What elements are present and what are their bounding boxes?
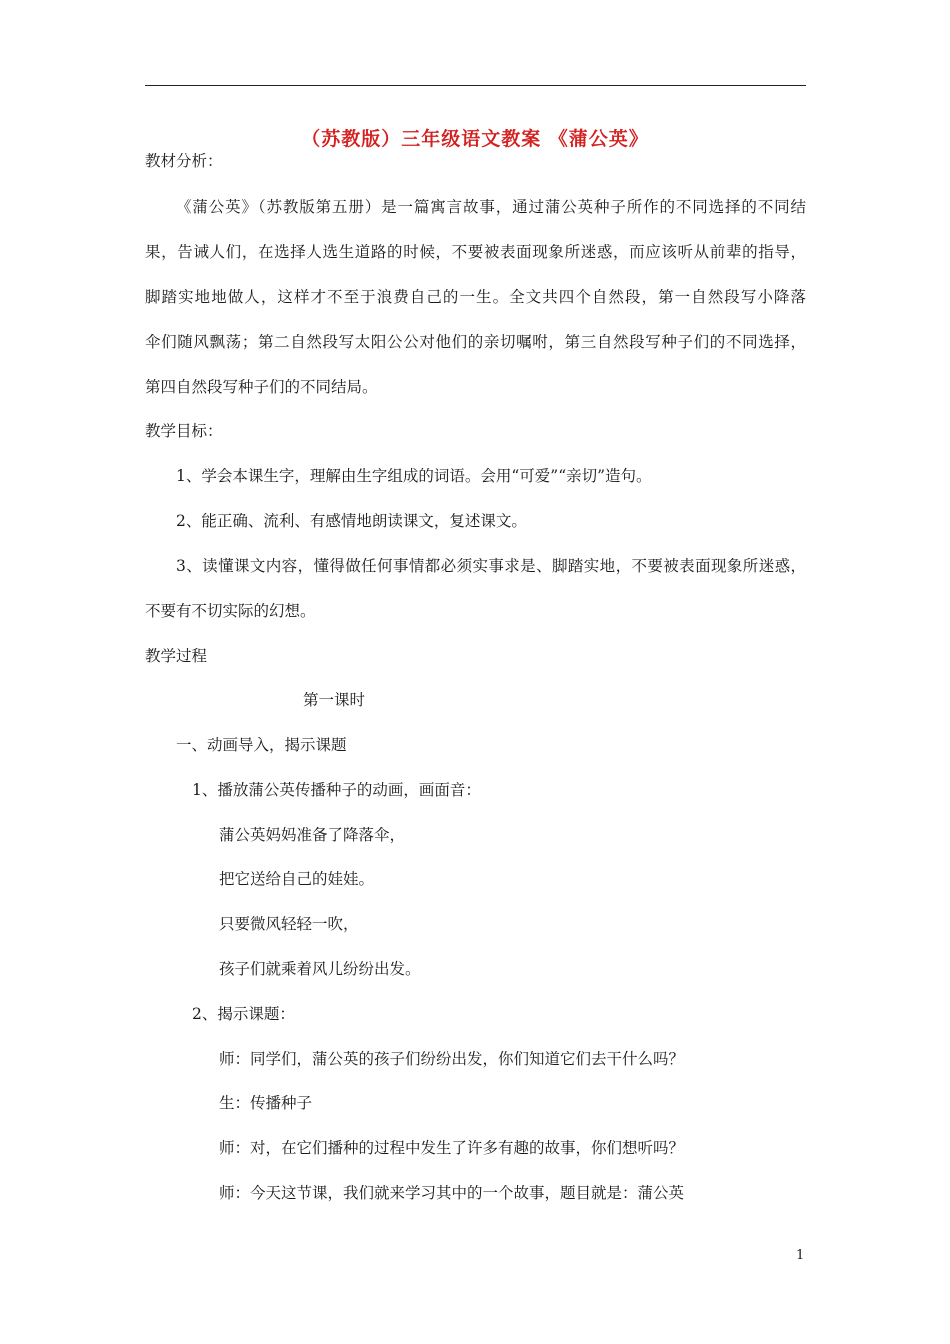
step-2: 2、揭示课题： [192, 1005, 295, 1023]
analysis-line-1: 《蒲公英》（苏教版第五册）是一篇寓言故事，通过蒲公英种子所作的不同选择的不同结 [176, 198, 806, 216]
goal-3-line-1: 3、读懂课文内容，懂得做任何事情都必须实事求是、脚踏实地，不要被表面现象所迷惑， [176, 557, 806, 575]
header-rule [145, 85, 806, 86]
dialogue-line-3: 师：对，在它们播种的过程中发生了许多有趣的故事，你们想听吗？ [219, 1139, 685, 1157]
analysis-heading: 教材分析： [145, 152, 223, 170]
poem-line-1: 蒲公英妈妈准备了降落伞， [219, 826, 406, 844]
goals-heading: 教学目标： [145, 422, 223, 440]
poem-line-3: 只要微风轻轻一吹， [219, 915, 359, 933]
page-number: 1 [796, 1248, 805, 1263]
analysis-line-3: 脚踏实地地做人，这样才不至于浪费自己的一生。全文共四个自然段，第一自然段写小降落 [145, 288, 806, 306]
dialogue-line-1: 师：同学们，蒲公英的孩子们纷纷出发，你们知道它们去干什么吗？ [219, 1050, 685, 1068]
lesson-heading: 第一课时 [303, 691, 366, 709]
goal-2: 2、能正确、流利、有感情地朗读课文，复述课文。 [176, 512, 527, 530]
poem-line-2: 把它送给自己的娃娃。 [219, 870, 375, 888]
goal-3-line-2: 不要有不切实际的幻想。 [145, 602, 316, 620]
step-1: 1、播放蒲公英传播种子的动画，画面音： [192, 781, 481, 799]
process-heading: 教学过程 [145, 647, 208, 665]
poem-line-4: 孩子们就乘着风儿纷纷出发。 [219, 960, 421, 978]
document-title: （苏教版）三年级语文教案 《蒲公英》 [301, 128, 649, 150]
dialogue-line-4: 师：今天这节课，我们就来学习其中的一个故事，题目就是：蒲公英 [219, 1184, 685, 1202]
analysis-line-4: 伞们随风飘荡；第二自然段写太阳公公对他们的亲切嘱咐，第三自然段写种子们的不同选择， [145, 333, 806, 351]
dialogue-line-2: 生：传播种子 [219, 1094, 313, 1112]
part-1-heading: 一、动画导入，揭示课题 [176, 736, 347, 754]
analysis-line-2: 果，告诫人们，在选择人选生道路的时候，不要被表面现象所迷惑，而应该听从前辈的指导， [145, 243, 806, 261]
analysis-line-5: 第四自然段写种子们的不同结局。 [145, 378, 378, 396]
goal-1: 1、学会本课生字，理解由生字组成的词语。会用“可爱”“亲切”造句。 [176, 467, 652, 485]
